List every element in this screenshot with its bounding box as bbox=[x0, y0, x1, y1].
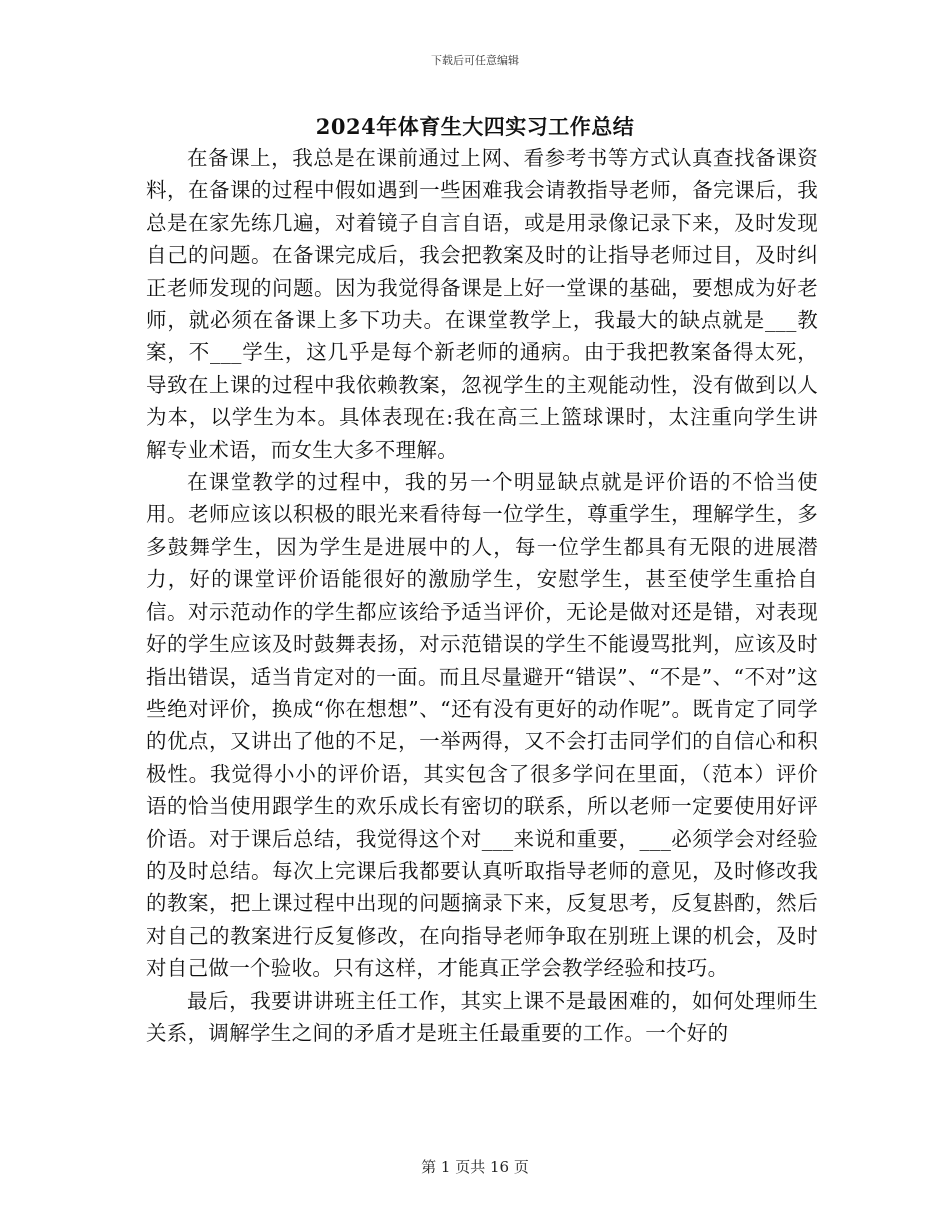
paragraph: 最后，我要讲讲班主任工作，其实上课不是最困难的，如何处理师生关系，调解学生之间的矛盾才是班主任最重要的工作。一个好的 bbox=[146, 988, 818, 1045]
header-note: 下载后可任意编辑 bbox=[431, 54, 519, 67]
document-title: 2024年体育生大四实习工作总结 bbox=[315, 114, 635, 139]
page-footer: 第 1 页共 16 页 bbox=[421, 1158, 529, 1176]
document-body bbox=[146, 142, 818, 1049]
paragraph: 在备课上，我总是在课前通过上网、看参考书等方式认真查找备课资料，在备课的过程中假如遇到一些困难我会请教指导老师，备完课后，我总是在家先练几遍，对着镜子自言自语，或是用录像记录下来，及时发现自己的问题。在备课完成后，我会把教案及时的让指导老师过目，及时纠正老师发现的问题。因为我觉得备课是上好一堂课的基础，要想成为好老师，就必须在备课上多下功夫。在课堂教学上，我最大的缺点就是___教案，不___学生，这几乎是每个新老师的通病。由于我把教案备得太死，导致在上课的过程中我依赖教案，忽视学生的主观能动性，没有做到以人为本，以学生为本。具体表现在:我在高三上篮球课时，太注重向学生讲解专业术语，而女生大多不理解。 bbox=[146, 146, 818, 462]
paragraph: 在课堂教学的过程中，我的另一个明显缺点就是评价语的不恰当使用。老师应该以积极的眼光来看待每一位学生，尊重学生，理解学生，多多鼓舞学生，因为学生是进展中的人，每一位学生都具有无限的进展潜力，好的课堂评价语能很好的激励学生，安慰学生，甚至使学生重拾自信。对示范动作的学生都应该给予适当评价，无论是做对还是错，对表现好的学生应该及时鼓舞表扬，对示范错误的学生不能谩骂批判，应该及时指出错误，适当肯定对的一面。而且尽量避开“错误”、“不是”、“不对”这些绝对评价，换成“你在想想”、“还有没有更好的动作呢”。既肯定了同学的优点，又讲出了他的不足，一举两得，又不会打击同学们的自信心和积极性。我觉得小小的评价语，其实包含了很多学问在里面，（范本）评价语的恰当使用跟学生的欢乐成长有密切的联系，所以老师一定要使用好评价语。对于课后总结，我觉得这个对___来说和重要，___必须学会对经验的及时总结。每次上完课后我都要认真听取指导老师的意见，及时修改我的教案，把上课过程中出现的问题摘录下来，反复思考，反复斟酌，然后对自己的教案进行反复修改，在向指导老师争取在别班上课的机会，及时对自己做一个验收。只有这样，才能真正学会教学经验和技巧。 bbox=[146, 470, 818, 981]
